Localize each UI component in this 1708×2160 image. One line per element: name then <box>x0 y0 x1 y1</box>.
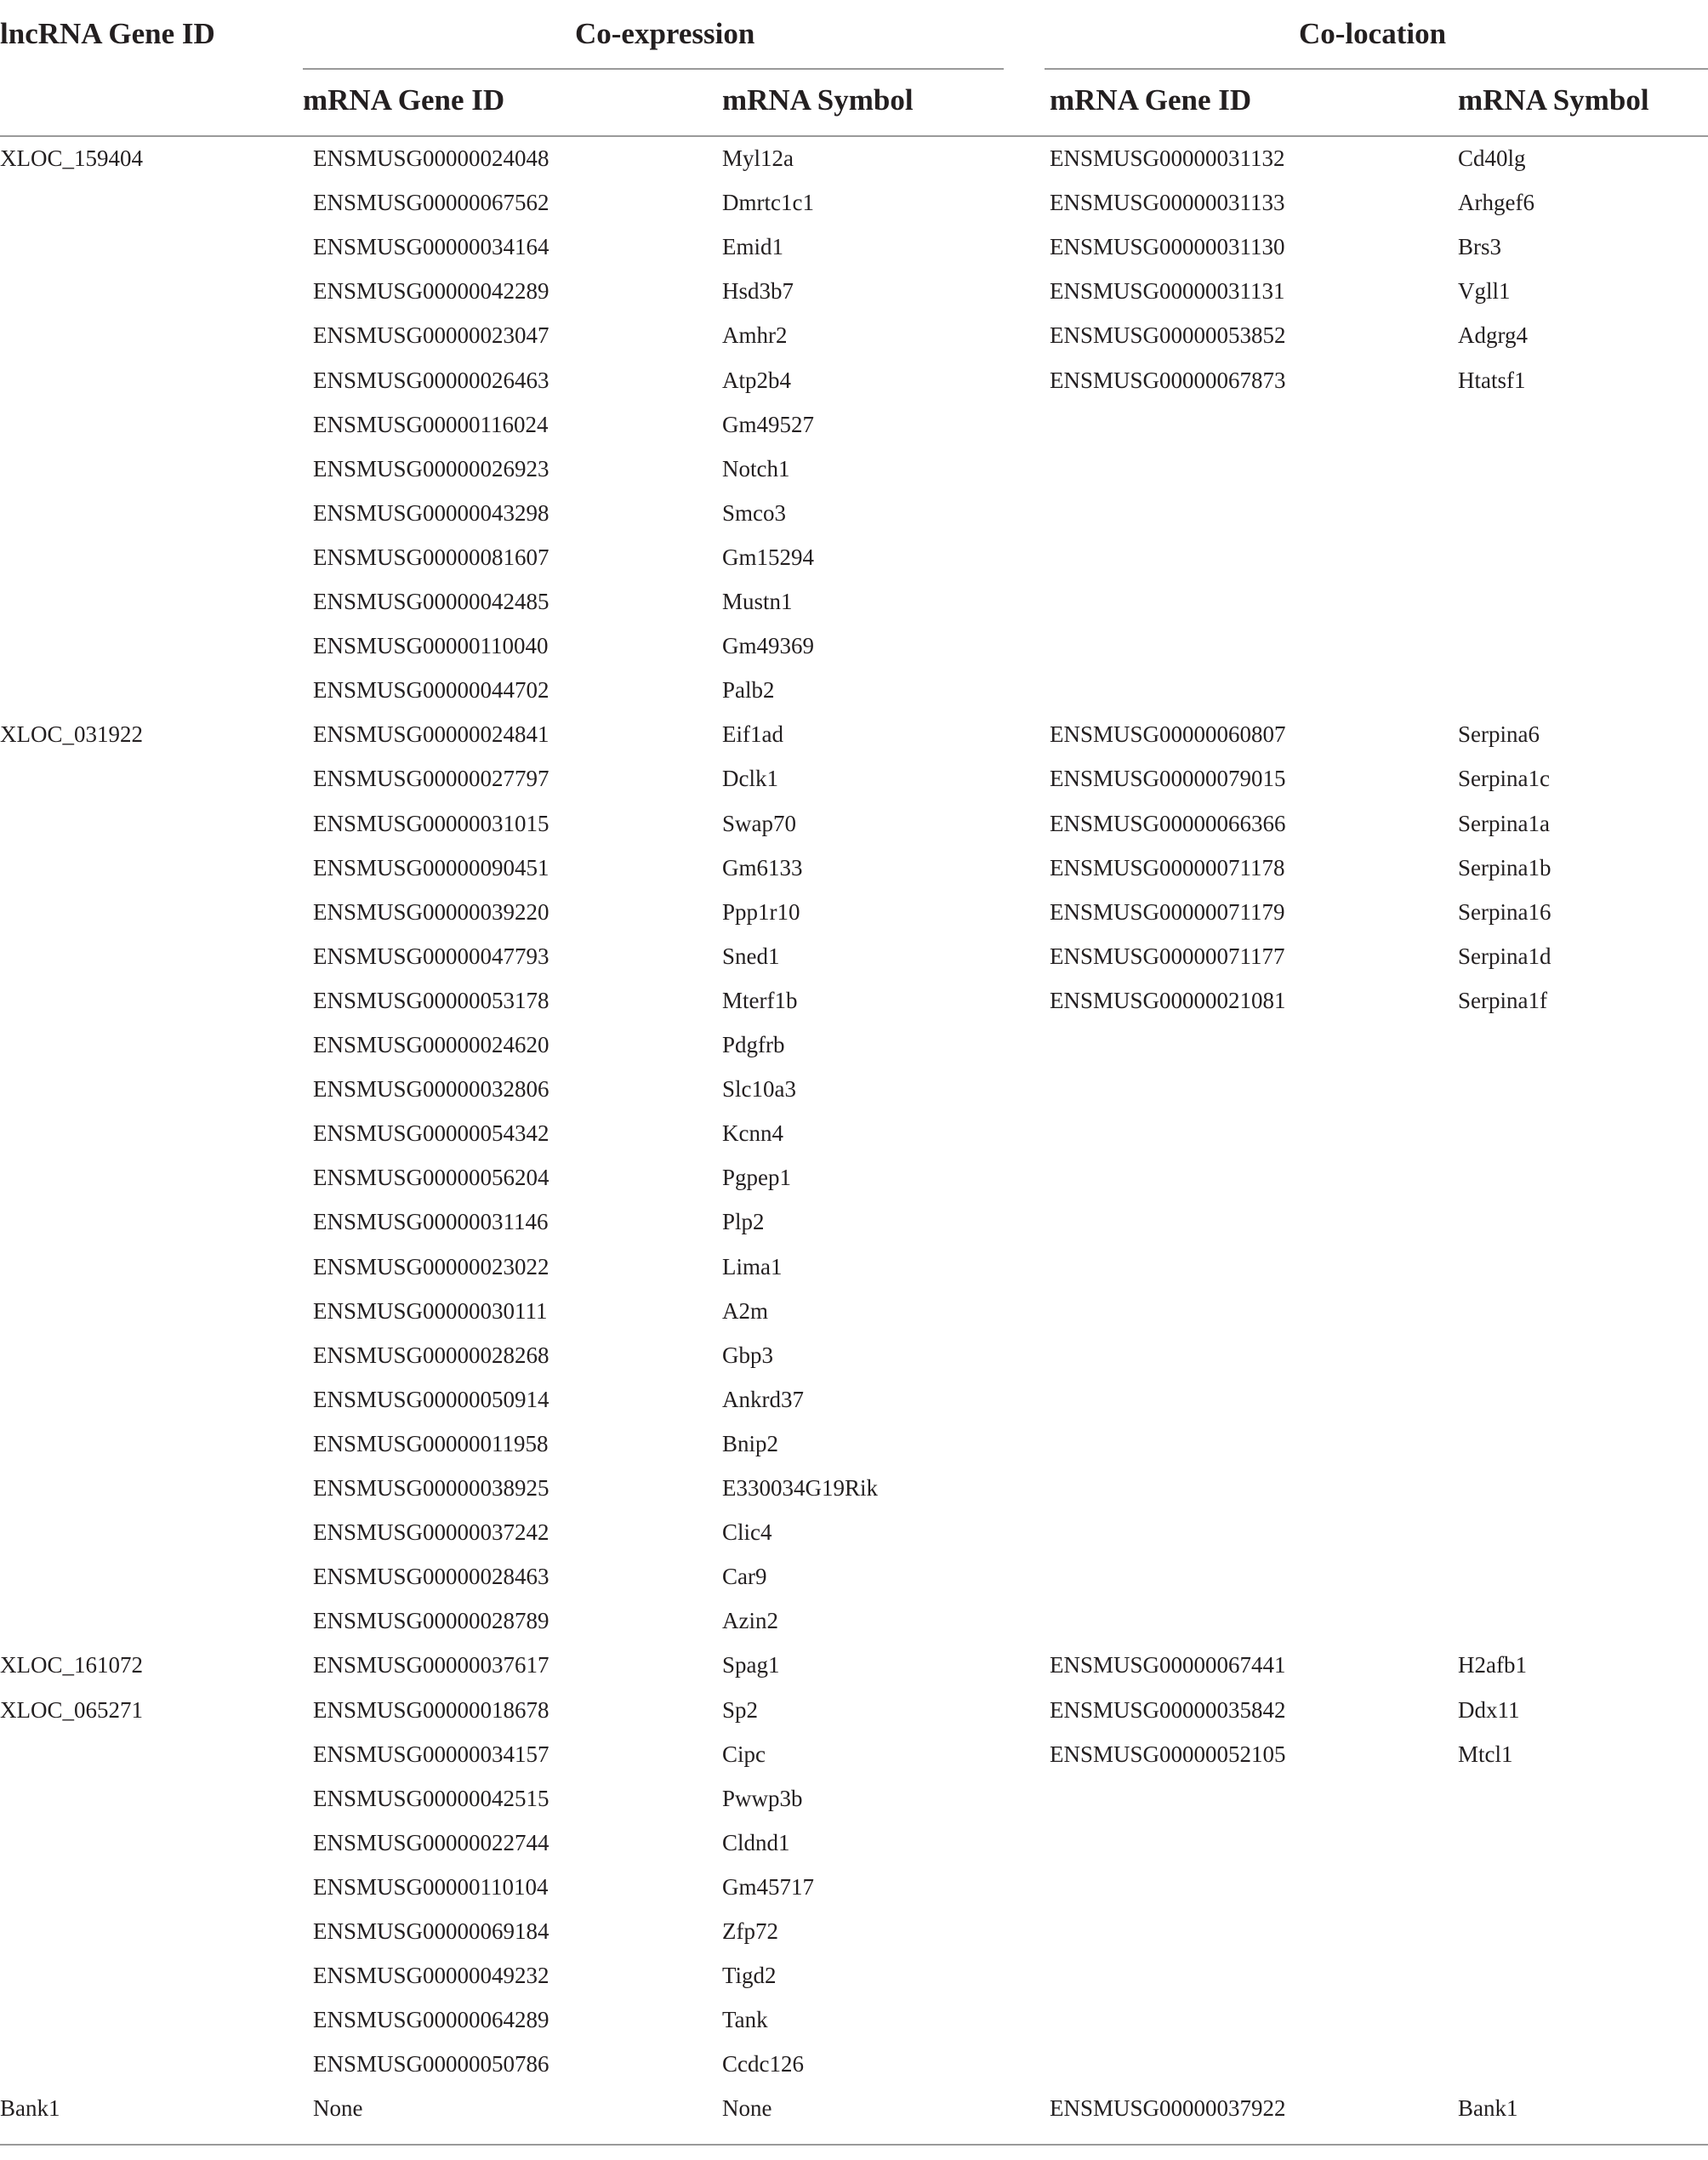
coexp-symbol-cell: Slc10a3 <box>722 1076 796 1103</box>
coexp-gene-id-cell: ENSMUSG00000037242 <box>313 1519 549 1546</box>
coexp-gene-id-cell: ENSMUSG00000034164 <box>313 234 549 260</box>
coexp-symbol-cell: Gm6133 <box>722 854 803 881</box>
coexp-symbol-cell: Cipc <box>722 1741 766 1767</box>
coexp-gene-id-cell: ENSMUSG00000022744 <box>313 1829 549 1855</box>
coexp-gene-id-cell: ENSMUSG00000028268 <box>313 1342 549 1368</box>
coloc-symbol-cell: Serpina1f <box>1458 987 1547 1013</box>
header-coloc-symbol: mRNA Symbol <box>1458 83 1649 117</box>
header-coexp-gene-id: mRNA Gene ID <box>303 83 505 117</box>
coloc-gene-id-cell: ENSMUSG00000071179 <box>1050 898 1285 925</box>
coexp-symbol-cell: Spag1 <box>722 1652 780 1678</box>
coexp-gene-id-cell: ENSMUSG00000050786 <box>313 2051 549 2077</box>
coexp-gene-id-cell: ENSMUSG00000090451 <box>313 854 549 881</box>
coloc-symbol-cell: Adgrg4 <box>1458 322 1529 349</box>
coexp-symbol-cell: Mterf1b <box>722 987 798 1013</box>
coexp-gene-id-cell: ENSMUSG00000026923 <box>313 455 549 482</box>
coexp-gene-id-cell: ENSMUSG00000054342 <box>313 1120 549 1147</box>
coloc-gene-id-cell: ENSMUSG00000079015 <box>1050 766 1286 792</box>
coexp-gene-id-cell: ENSMUSG00000043298 <box>313 499 549 526</box>
coexp-symbol-cell: Ankrd37 <box>722 1386 804 1412</box>
coexp-symbol-cell: Notch1 <box>722 455 790 482</box>
coloc-symbol-cell: Serpina1d <box>1458 943 1551 969</box>
coexp-gene-id-cell: None <box>313 2095 363 2122</box>
lncrna-gene-id-cell: XLOC_161072 <box>0 1652 143 1678</box>
header-coexpression: Co-expression <box>575 17 755 50</box>
coexp-symbol-cell: Emid1 <box>722 234 783 260</box>
coexp-gene-id-cell: ENSMUSG00000024048 <box>313 145 549 171</box>
lncrna-gene-id-cell: XLOC_065271 <box>0 1696 143 1723</box>
coexp-gene-id-cell: ENSMUSG00000042515 <box>313 1785 549 1811</box>
coexp-symbol-cell: Pdgfrb <box>722 1032 785 1057</box>
coloc-gene-id-cell: ENSMUSG00000021081 <box>1050 987 1286 1013</box>
coexp-symbol-cell: Tank <box>722 2007 768 2033</box>
coloc-gene-id-cell: ENSMUSG00000037922 <box>1050 2095 1286 2122</box>
coloc-gene-id-cell: ENSMUSG00000067873 <box>1050 367 1286 393</box>
coloc-gene-id-cell: ENSMUSG00000035842 <box>1050 1696 1286 1723</box>
coexp-gene-id-cell: ENSMUSG00000069184 <box>313 1918 549 1944</box>
lncrna-gene-id-cell: XLOC_031922 <box>0 721 143 748</box>
coexp-symbol-cell: Gm49527 <box>722 411 814 437</box>
group-rule-coexpression <box>303 68 1004 70</box>
coloc-symbol-cell: Serpina1c <box>1458 766 1550 792</box>
coloc-gene-id-cell: ENSMUSG00000071177 <box>1050 943 1285 969</box>
coloc-symbol-cell: Serpina6 <box>1458 721 1540 748</box>
coexp-symbol-cell: Kcnn4 <box>722 1120 783 1147</box>
coexp-gene-id-cell: ENSMUSG00000110040 <box>313 633 549 659</box>
coexp-symbol-cell: Cldnd1 <box>722 1829 790 1855</box>
coexp-gene-id-cell: ENSMUSG00000064289 <box>313 2007 549 2033</box>
coexp-symbol-cell: Ccdc126 <box>722 2051 804 2077</box>
coexp-gene-id-cell: ENSMUSG00000044702 <box>313 677 549 704</box>
coexp-symbol-cell: Eif1ad <box>722 721 783 748</box>
coloc-symbol-cell: Vgll1 <box>1458 278 1511 305</box>
coloc-gene-id-cell: ENSMUSG00000067441 <box>1050 1652 1286 1678</box>
coexp-gene-id-cell: ENSMUSG00000081607 <box>313 544 549 570</box>
coexp-gene-id-cell: ENSMUSG00000028463 <box>313 1564 549 1590</box>
coexp-symbol-cell: Gm49369 <box>722 633 814 659</box>
coloc-symbol-cell: Mtcl1 <box>1458 1741 1513 1767</box>
coloc-symbol-cell: H2afb1 <box>1458 1652 1527 1678</box>
coexp-symbol-cell: Gbp3 <box>722 1342 773 1368</box>
coexp-gene-id-cell: ENSMUSG00000037617 <box>313 1652 549 1678</box>
coexp-symbol-cell: Myl12a <box>722 145 794 171</box>
coloc-gene-id-cell: ENSMUSG00000031130 <box>1050 234 1285 260</box>
coexp-gene-id-cell: ENSMUSG00000032806 <box>313 1076 549 1103</box>
coexp-gene-id-cell: ENSMUSG00000023022 <box>313 1253 549 1279</box>
coexp-gene-id-cell: ENSMUSG00000067562 <box>313 190 549 216</box>
coexp-symbol-cell: None <box>722 2095 772 2122</box>
coloc-symbol-cell: Arhgef6 <box>1458 190 1534 216</box>
coexp-symbol-cell: E330034G19Rik <box>722 1475 879 1501</box>
coexp-gene-id-cell: ENSMUSG00000026463 <box>313 367 549 393</box>
coloc-gene-id-cell: ENSMUSG00000053852 <box>1050 322 1286 349</box>
coexp-gene-id-cell: ENSMUSG00000042289 <box>313 278 549 305</box>
coloc-gene-id-cell: ENSMUSG00000052105 <box>1050 1741 1286 1767</box>
coexp-symbol-cell: Pgpep1 <box>722 1165 791 1191</box>
coexp-gene-id-cell: ENSMUSG00000050914 <box>313 1386 549 1412</box>
coloc-gene-id-cell: ENSMUSG00000060807 <box>1050 721 1286 748</box>
coexp-gene-id-cell: ENSMUSG00000053178 <box>313 987 549 1013</box>
header-coloc-gene-id: mRNA Gene ID <box>1050 83 1252 117</box>
coexp-symbol-cell: Smco3 <box>722 499 787 526</box>
coloc-symbol-cell: Serpina16 <box>1458 898 1551 925</box>
coexp-gene-id-cell: ENSMUSG00000031015 <box>313 810 549 836</box>
coloc-symbol-cell: Cd40lg <box>1458 145 1526 171</box>
coexp-gene-id-cell: ENSMUSG00000047793 <box>313 943 549 969</box>
coexp-symbol-cell: Zfp72 <box>722 1918 778 1944</box>
coexp-symbol-cell: Mustn1 <box>722 589 793 614</box>
header-rule <box>0 135 1708 137</box>
group-rule-colocation <box>1045 68 1708 70</box>
coexp-symbol-cell: Azin2 <box>722 1608 778 1634</box>
coloc-gene-id-cell: ENSMUSG00000031133 <box>1050 190 1285 216</box>
coexp-symbol-cell: Hsd3b7 <box>722 278 794 305</box>
coexp-gene-id-cell: ENSMUSG00000039220 <box>313 898 549 925</box>
coexp-symbol-cell: Dmrtc1c1 <box>722 190 814 216</box>
coexp-symbol-cell: Tigd2 <box>722 1963 777 1989</box>
coexp-gene-id-cell: ENSMUSG00000028789 <box>313 1608 549 1634</box>
coexp-symbol-cell: Atp2b4 <box>722 367 791 393</box>
coexp-gene-id-cell: ENSMUSG00000049232 <box>313 1963 549 1989</box>
coloc-symbol-cell: Htatsf1 <box>1458 367 1526 393</box>
coexp-gene-id-cell: ENSMUSG00000018678 <box>313 1696 549 1723</box>
coloc-gene-id-cell: ENSMUSG00000071178 <box>1050 854 1285 881</box>
bottom-rule <box>0 2144 1708 2146</box>
coloc-gene-id-cell: ENSMUSG00000031132 <box>1050 145 1285 171</box>
coloc-symbol-cell: Ddx11 <box>1458 1696 1520 1723</box>
coexp-gene-id-cell: ENSMUSG00000042485 <box>313 589 549 614</box>
coexp-symbol-cell: Pwwp3b <box>722 1785 803 1811</box>
coexp-gene-id-cell: ENSMUSG00000023047 <box>313 322 549 349</box>
coloc-gene-id-cell: ENSMUSG00000031131 <box>1050 278 1285 305</box>
coexp-gene-id-cell: ENSMUSG00000030111 <box>313 1297 548 1324</box>
coexp-symbol-cell: Sned1 <box>722 943 780 969</box>
lncrna-gene-id-cell: Bank1 <box>0 2095 60 2122</box>
coexp-gene-id-cell: ENSMUSG00000110104 <box>313 1873 549 1900</box>
coexp-gene-id-cell: ENSMUSG00000116024 <box>313 411 549 437</box>
coexp-symbol-cell: Palb2 <box>722 677 775 704</box>
header-lncrna-gene-id: lncRNA Gene ID <box>0 17 215 50</box>
coloc-symbol-cell: Bank1 <box>1458 2095 1518 2122</box>
coexp-gene-id-cell: ENSMUSG00000027797 <box>313 766 549 792</box>
coexp-symbol-cell: Bnip2 <box>722 1430 779 1456</box>
coloc-gene-id-cell: ENSMUSG00000066366 <box>1050 810 1286 836</box>
coexp-gene-id-cell: ENSMUSG00000034157 <box>313 1741 549 1767</box>
coexp-gene-id-cell: ENSMUSG00000024841 <box>313 721 549 748</box>
coexp-symbol-cell: Amhr2 <box>722 322 788 349</box>
coexp-symbol-cell: Swap70 <box>722 810 796 836</box>
coloc-symbol-cell: Serpina1b <box>1458 854 1551 881</box>
coexp-gene-id-cell: ENSMUSG00000024620 <box>313 1032 549 1057</box>
coexp-symbol-cell: A2m <box>722 1297 768 1324</box>
coexp-gene-id-cell: ENSMUSG00000031146 <box>313 1209 549 1235</box>
coexp-gene-id-cell: ENSMUSG00000056204 <box>313 1165 549 1191</box>
coexp-symbol-cell: Gm15294 <box>722 544 814 570</box>
coexp-symbol-cell: Lima1 <box>722 1253 783 1279</box>
coexp-symbol-cell: Dclk1 <box>722 766 778 792</box>
lncrna-gene-id-cell: XLOC_159404 <box>0 145 143 171</box>
coexp-symbol-cell: Clic4 <box>722 1519 772 1546</box>
coexp-symbol-cell: Sp2 <box>722 1696 759 1723</box>
coexp-symbol-cell: Ppp1r10 <box>722 898 800 925</box>
coexp-gene-id-cell: ENSMUSG00000011958 <box>313 1430 549 1456</box>
coloc-symbol-cell: Brs3 <box>1458 234 1502 260</box>
coexp-symbol-cell: Car9 <box>722 1564 767 1590</box>
coexp-gene-id-cell: ENSMUSG00000038925 <box>313 1475 549 1501</box>
coexp-symbol-cell: Plp2 <box>722 1209 765 1235</box>
header-colocation: Co-location <box>1299 17 1447 50</box>
coexp-symbol-cell: Gm45717 <box>722 1873 814 1900</box>
coloc-symbol-cell: Serpina1a <box>1458 810 1550 836</box>
header-coexp-symbol: mRNA Symbol <box>722 83 914 117</box>
